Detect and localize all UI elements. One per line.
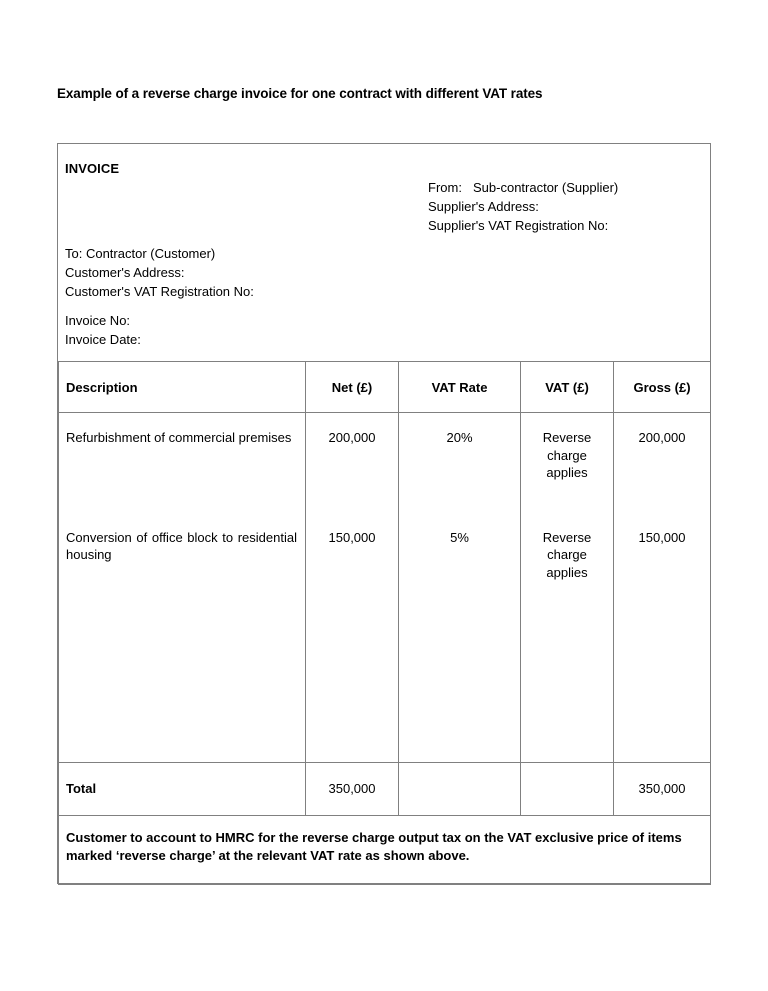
column-header-vat-rate xyxy=(399,362,521,413)
column-header-vat-rate-label: VAT Rate xyxy=(431,379,488,395)
table-total-row xyxy=(59,763,711,816)
line-item-2-vat-line-2: charge xyxy=(547,547,587,562)
supplier-vat-registration-line: Supplier's VAT Registration No: xyxy=(428,218,609,233)
column-header-vat xyxy=(521,362,614,413)
customer-vat-registration-line: Customer's VAT Registration No: xyxy=(65,284,254,299)
invoice-meta xyxy=(65,311,141,349)
line-item-2-gross: 150,000 xyxy=(638,529,686,545)
cell-gross-values xyxy=(614,413,711,763)
gross-stack xyxy=(614,413,710,546)
note-cell xyxy=(59,816,711,885)
supplier-details xyxy=(428,178,618,235)
invoice-header-block xyxy=(58,144,710,361)
total-vat-rate-cell xyxy=(399,763,521,816)
line-item-1-gross: 200,000 xyxy=(638,430,686,445)
total-net-value: 350,000 xyxy=(328,780,376,796)
vat-rate-stack xyxy=(399,413,520,546)
column-header-vat-label: VAT (£) xyxy=(545,379,589,395)
table-header-row xyxy=(59,362,711,413)
column-header-net-label: Net (£) xyxy=(331,379,373,395)
line-item-1-vat-rate: 20% xyxy=(446,430,473,445)
line-item-1-vat-line-2: charge xyxy=(547,447,587,463)
column-header-gross-label: Gross (£) xyxy=(633,379,691,395)
supplier-name: Sub-contractor (Supplier) xyxy=(473,180,619,195)
table-body-row xyxy=(59,413,711,763)
cell-vat-values xyxy=(521,413,614,763)
line-item-1-vat-line-1: Reverse xyxy=(542,430,592,445)
row-spacer xyxy=(66,447,297,529)
customer-address-line: Customer's Address: xyxy=(65,265,185,280)
line-item-2-vat-line-1: Reverse xyxy=(542,529,592,545)
invoice-line-items-table xyxy=(58,361,711,885)
total-net-cell xyxy=(306,763,399,816)
net-stack xyxy=(306,413,398,546)
total-gross-value: 350,000 xyxy=(638,780,686,796)
vat-stack xyxy=(521,413,613,581)
line-item-1-description: Refurbishment of commercial premises xyxy=(66,430,292,445)
total-vat-cell xyxy=(521,763,614,816)
total-label-cell xyxy=(59,763,306,816)
invoice-number-label: Invoice No: xyxy=(65,313,131,328)
line-item-2-vat-rate: 5% xyxy=(450,529,469,545)
column-header-description xyxy=(59,362,306,413)
line-item-2-description: Conversion of office block to residential housing xyxy=(66,529,297,562)
reverse-charge-note: Customer to account to HMRC for the reverse charge output tax on the VAT exclusive price of items marked ‘reverse charge’ at the relevant VAT rate as shown above. xyxy=(66,830,682,863)
line-item-1-vat-line-3: applies xyxy=(546,465,588,480)
line-item-2-vat xyxy=(521,529,613,582)
supplier-address-line: Supplier's Address: xyxy=(428,199,539,214)
column-header-net xyxy=(306,362,399,413)
invoice-date-label: Invoice Date: xyxy=(65,332,141,347)
cell-net-values xyxy=(306,413,399,763)
line-item-1-vat xyxy=(521,429,613,482)
line-item-2-net: 150,000 xyxy=(328,529,376,545)
row-spacer xyxy=(614,447,710,529)
customer-details xyxy=(65,244,254,301)
line-item-1-net: 200,000 xyxy=(328,430,376,445)
cell-vat-rate-values xyxy=(399,413,521,763)
total-gross-cell xyxy=(614,763,711,816)
customer-name-line: To: Contractor (Customer) xyxy=(65,246,216,261)
supplier-name-line xyxy=(428,178,618,197)
line-item-2-vat-line-3: applies xyxy=(546,564,588,580)
invoice-container xyxy=(57,143,711,884)
row-spacer xyxy=(521,482,613,529)
column-header-gross xyxy=(614,362,711,413)
row-spacer xyxy=(399,447,520,529)
cell-descriptions xyxy=(59,413,306,763)
column-header-description-label: Description xyxy=(66,379,138,395)
description-stack xyxy=(59,413,305,564)
from-label: From: xyxy=(428,180,462,195)
row-spacer xyxy=(306,447,398,529)
table-note-row xyxy=(59,816,711,885)
total-vat-rate-value xyxy=(399,763,520,813)
invoice-heading: INVOICE xyxy=(65,161,120,176)
total-label: Total xyxy=(66,780,97,796)
total-vat-value xyxy=(521,763,613,813)
page-title: Example of a reverse charge invoice for one contract with different VAT rates xyxy=(57,86,543,101)
